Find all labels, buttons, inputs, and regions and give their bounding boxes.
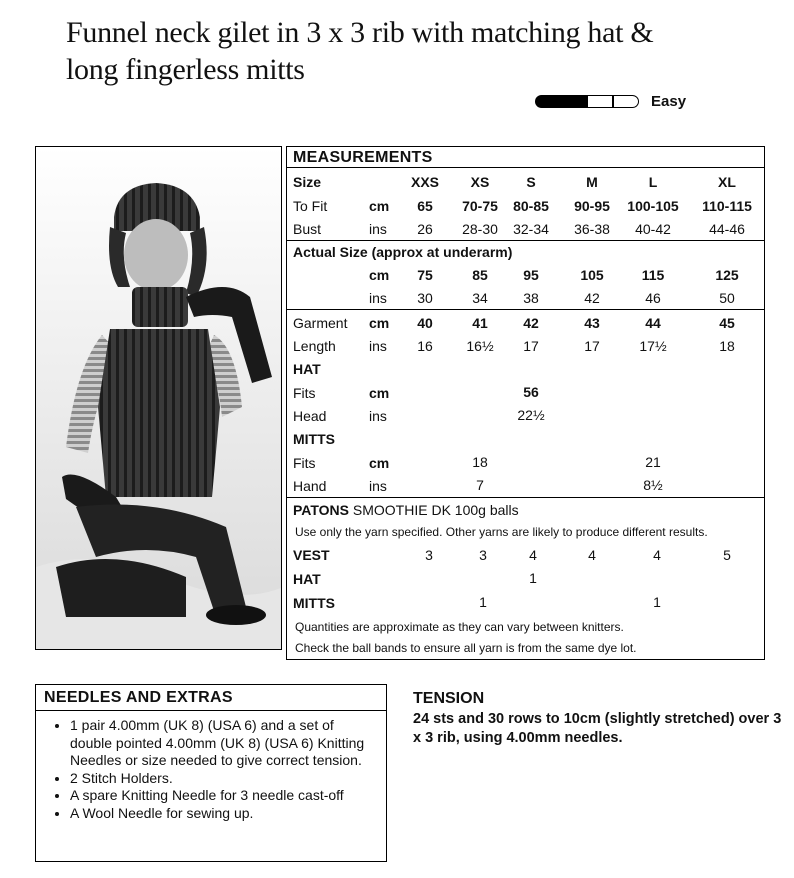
unit-cm: cm — [369, 385, 390, 401]
unit-ins: ins — [369, 290, 387, 306]
vest-balls-m: 4 — [588, 547, 596, 563]
actual-cm-xxs: 75 — [417, 267, 433, 283]
hat-ins-value: 22½ — [517, 407, 545, 423]
garment-ins-l: 17½ — [639, 338, 667, 354]
unit-cm: cm — [369, 267, 390, 283]
yarn-note: Use only the yarn specified. Other yarns are likely to produce different results. — [295, 525, 708, 539]
to-fit-cm-s: 80-85 — [513, 198, 549, 214]
size-header-xs: XS — [470, 174, 490, 190]
garment-ins-xxs: 16 — [417, 338, 433, 354]
mitts-balls-small: 1 — [479, 594, 487, 610]
to-fit-ins-xl: 44-46 — [709, 221, 745, 237]
measurements-heading: MEASUREMENTS — [293, 149, 433, 166]
to-fit-cm-m: 90-95 — [574, 198, 610, 214]
separator — [287, 309, 764, 310]
garment-cm-xs: 41 — [472, 315, 488, 331]
hat-fits-label: Fits — [293, 385, 316, 401]
mitts-fits-label: Fits — [293, 455, 316, 471]
hat-label: HAT — [293, 361, 321, 377]
garment-ins-m: 17 — [584, 338, 600, 354]
mitts-yarn-label: MITTS — [293, 595, 335, 611]
difficulty-label: Easy — [651, 92, 687, 110]
unit-ins: ins — [369, 338, 387, 354]
garment-cm-l: 44 — [645, 315, 661, 331]
unit-cm: cm — [369, 315, 390, 331]
quantities-note: Quantities are approximate as they can vary between knitters. — [295, 620, 624, 634]
vest-label: VEST — [293, 547, 330, 563]
yarn-name: SMOOTHIE DK 100g balls — [352, 502, 519, 518]
to-fit-label: To Fit — [293, 198, 328, 214]
to-fit-ins-m: 36-38 — [574, 221, 610, 237]
to-fit-cm-l: 100-105 — [627, 198, 679, 214]
difficulty-pip-3 — [587, 95, 613, 108]
mitts-cm-small: 18 — [472, 454, 488, 470]
size-header-m: M — [586, 174, 598, 190]
yarn-heading — [293, 502, 519, 518]
vest-balls-l: 4 — [653, 547, 661, 563]
actual-ins-xxs: 30 — [417, 290, 433, 306]
needles-heading: NEEDLES AND EXTRAS — [44, 689, 233, 706]
garment-cm-s: 42 — [523, 315, 539, 331]
garment-ins-s: 17 — [523, 338, 539, 354]
actual-cm-xs: 85 — [472, 267, 488, 283]
tension-section — [413, 690, 793, 748]
actual-cm-xl: 125 — [715, 267, 739, 283]
actual-cm-l: 115 — [641, 267, 665, 283]
yarn-brand: PATONS — [293, 502, 350, 518]
measurements-table — [286, 146, 765, 660]
hat-head-label: Head — [293, 408, 327, 424]
unit-ins: ins — [369, 221, 387, 237]
garment-cm-xl: 45 — [719, 315, 735, 331]
mitts-balls-large: 1 — [653, 594, 661, 610]
garment-cm-m: 43 — [584, 315, 600, 331]
tension-heading: TENSION — [413, 690, 485, 707]
vest-balls-xl: 5 — [723, 547, 731, 563]
to-fit-ins-s: 32-34 — [513, 221, 549, 237]
vest-balls-xxs: 3 — [425, 547, 433, 563]
size-header-l: L — [648, 174, 658, 190]
to-fit-ins-xs: 28-30 — [462, 221, 498, 237]
separator — [287, 240, 764, 241]
separator — [287, 497, 764, 498]
vest-balls-xs: 3 — [479, 547, 487, 563]
unit-ins: ins — [369, 408, 387, 424]
garment-ins-xs: 16½ — [466, 338, 494, 354]
mitts-ins-small: 7 — [476, 477, 484, 493]
vest-balls-s: 4 — [529, 547, 537, 563]
bust-label: Bust — [293, 221, 322, 237]
list-item: • 2 Stitch Holders. — [70, 770, 376, 788]
mitts-hand-label: Hand — [293, 478, 327, 494]
garment-ins-xl: 18 — [719, 338, 735, 354]
size-header-xl: XL — [718, 174, 736, 190]
hat-balls: 1 — [529, 570, 537, 586]
size-header-xxs: XXS — [410, 174, 440, 190]
title-line-1: Funnel neck gilet in 3 x 3 rib with matching hat & — [66, 16, 654, 49]
to-fit-cm-xxs: 65 — [417, 198, 433, 214]
actual-cm-s: 95 — [523, 267, 539, 283]
size-header-s: S — [526, 174, 536, 190]
to-fit-cm-xl: 110-115 — [702, 198, 752, 214]
list-item: • A spare Knitting Needle for 3 needle cast-off — [70, 787, 376, 805]
page-title — [66, 14, 766, 88]
model-photo-illustration — [36, 147, 282, 650]
separator — [287, 167, 764, 168]
garment-label: Garment — [293, 315, 348, 331]
difficulty-pip-1 — [535, 95, 561, 108]
actual-ins-s: 38 — [523, 290, 539, 306]
actual-ins-xs: 34 — [472, 290, 488, 306]
actual-ins-m: 42 — [584, 290, 600, 306]
mitts-label: MITTS — [293, 431, 335, 447]
unit-cm: cm — [369, 198, 390, 214]
list-item: • A Wool Needle for sewing up. — [70, 805, 376, 823]
actual-size-label: Actual Size (approx at underarm) — [293, 244, 513, 260]
length-label: Length — [293, 338, 336, 354]
unit-ins: ins — [369, 478, 387, 494]
hat-cm-value: 56 — [523, 384, 539, 400]
to-fit-ins-xxs: 26 — [417, 221, 433, 237]
dye-lot-note: Check the ball bands to ensure all yarn is from the same dye lot. — [295, 641, 637, 655]
size-label: Size — [293, 174, 322, 190]
title-line-2: long fingerless mitts — [66, 53, 305, 86]
actual-cm-m: 105 — [580, 267, 604, 283]
garment-cm-xxs: 40 — [417, 315, 433, 331]
difficulty-pip-2 — [561, 95, 587, 108]
actual-ins-xl: 50 — [719, 290, 735, 306]
needles-box — [35, 684, 387, 862]
tension-text: 24 sts and 30 rows to 10cm (slightly stretched) over 3 x 3 rib, using 4.00mm needles. — [413, 711, 782, 746]
to-fit-ins-l: 40-42 — [635, 221, 671, 237]
unit-cm: cm — [369, 455, 390, 471]
difficulty-pip-4 — [613, 95, 639, 108]
actual-ins-l: 46 — [645, 290, 661, 306]
mitts-ins-large: 8½ — [643, 477, 663, 493]
to-fit-cm-xs: 70-75 — [462, 198, 498, 214]
difficulty-rating — [535, 93, 686, 109]
needles-list — [36, 717, 376, 822]
list-item: • 1 pair 4.00mm (UK 8) (USA 6) and a set of double pointed 4.00mm (UK 8) (USA 6) Knitting Needles or size needed to give correct tension. — [70, 717, 376, 770]
separator — [36, 710, 386, 711]
mitts-cm-large: 21 — [645, 454, 661, 470]
model-photo — [35, 146, 282, 650]
hat-yarn-label: HAT — [293, 571, 321, 587]
